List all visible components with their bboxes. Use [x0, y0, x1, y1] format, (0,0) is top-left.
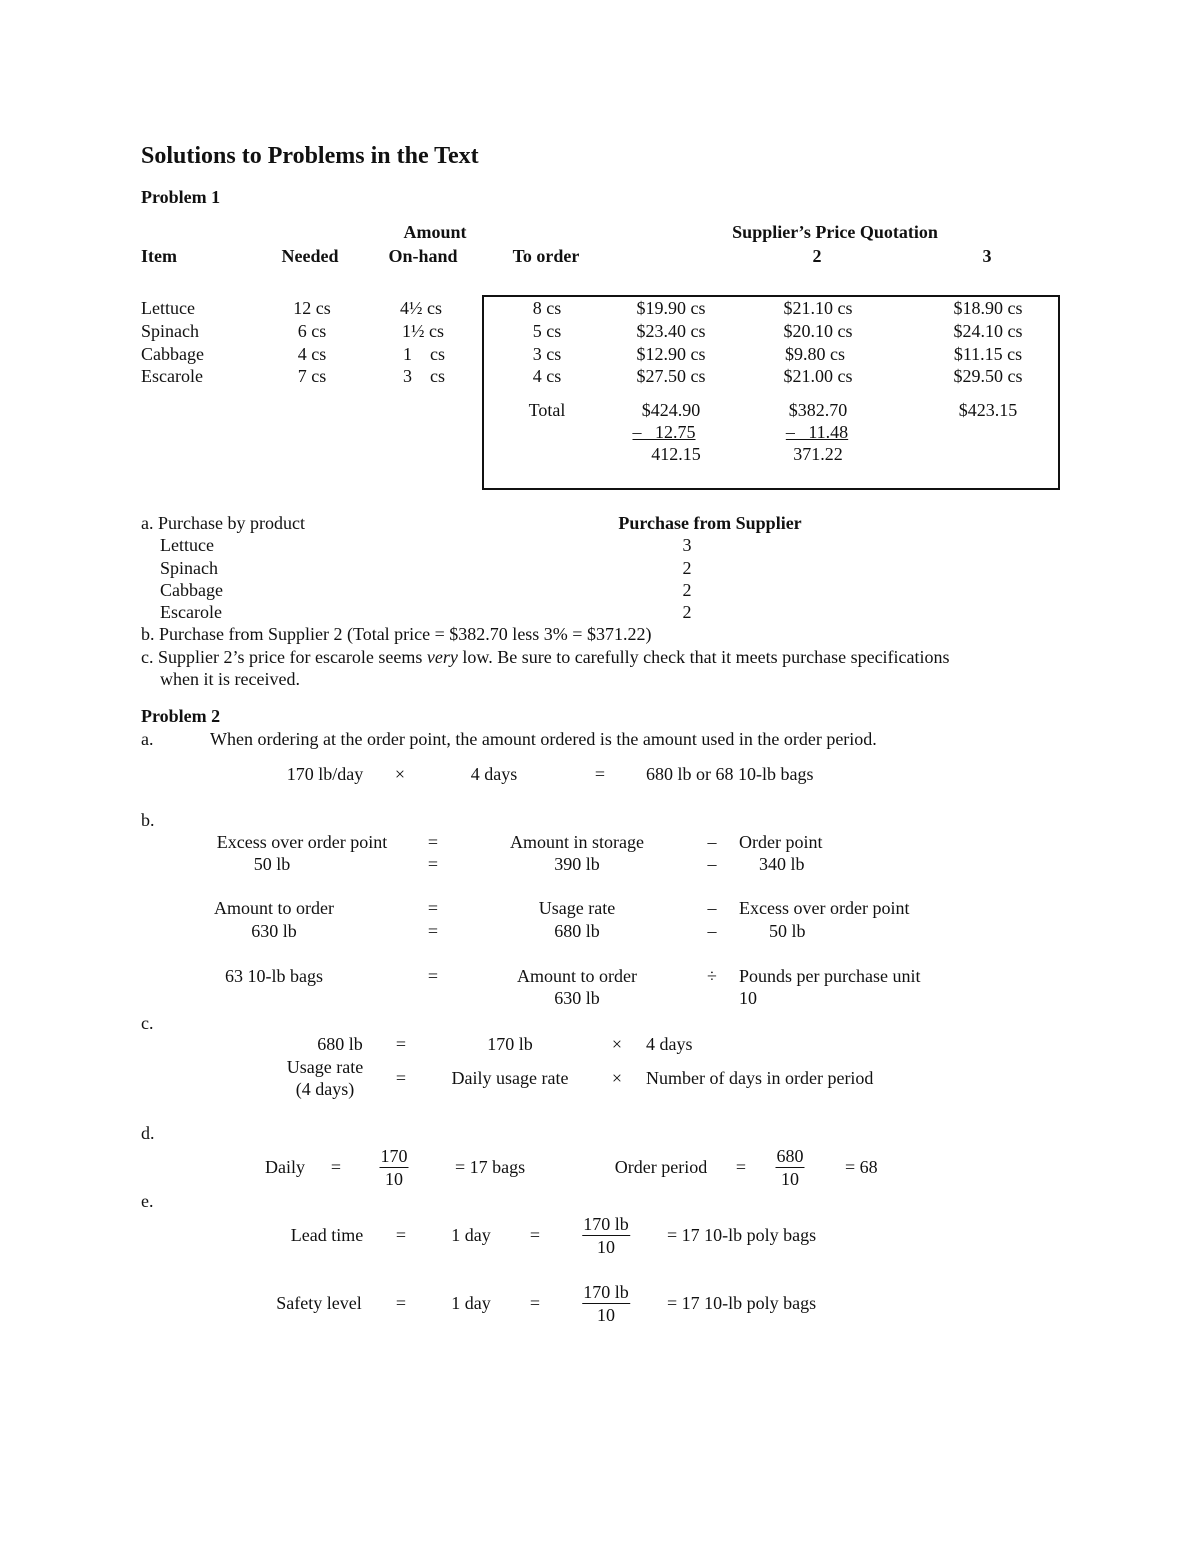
eq-operator: = — [330, 1157, 342, 1177]
eq-term: Usage rate — [538, 898, 616, 918]
row-supplier-1: $23.40 cs — [636, 321, 706, 341]
eq-term: = 17 bags — [455, 1157, 526, 1177]
net-supplier-2: 371.22 — [793, 444, 843, 464]
row-supplier-2: $21.10 cs — [783, 298, 853, 318]
row-supplier-2: $20.10 cs — [783, 321, 853, 341]
row-supplier-1: $27.50 cs — [636, 366, 706, 386]
eq-operator: = — [395, 1034, 407, 1054]
eq-term: = 68 — [845, 1157, 878, 1177]
row-supplier-1: $19.90 cs — [636, 298, 706, 318]
eq-term: Pounds per purchase unit — [739, 966, 921, 986]
row-onhand: 1½ cs — [402, 321, 444, 341]
row-needed: 7 cs — [297, 366, 327, 386]
eq-operator: = — [395, 1068, 407, 1088]
eq-term: 63 10-lb bags — [225, 966, 323, 986]
row-supplier-3: $29.50 cs — [953, 366, 1023, 386]
eq-term: Daily usage rate — [451, 1068, 569, 1088]
p2-b-label: b. — [141, 810, 155, 830]
eq-term: 630 lb — [554, 988, 600, 1008]
p2-e-label: e. — [141, 1191, 154, 1211]
eq-term: Number of days in order period — [646, 1068, 874, 1088]
header-amount: Amount — [403, 222, 467, 242]
eq-operator: = — [529, 1225, 541, 1245]
eq-term: 1 day — [451, 1225, 491, 1245]
eq-operator: ÷ — [707, 966, 717, 986]
total-supplier-1: $424.90 — [641, 400, 701, 420]
row-supplier-1: $12.90 cs — [636, 344, 706, 364]
eq-term: Safety level — [276, 1293, 362, 1313]
eq-operator: = — [529, 1293, 541, 1313]
eq-term: Daily — [265, 1157, 305, 1177]
purchase-from-supplier-header: Purchase from Supplier — [618, 513, 802, 533]
row-needed: 12 cs — [293, 298, 331, 318]
eq-operator: = — [427, 966, 439, 986]
row-supplier-2: $21.00 cs — [783, 366, 853, 386]
fraction: $\frac{170 lb}{10}$ — [583, 1214, 629, 1257]
discount-supplier-1: – 12.75 — [632, 422, 696, 442]
eq-operator: = — [427, 832, 439, 852]
eq-term: 1 day — [451, 1293, 491, 1313]
row-onhand: 3 cs — [403, 366, 445, 386]
part-b-text: b. Purchase from Supplier 2 (Total price = $382.70 less 3% = $371.22) — [141, 624, 652, 644]
eq-term: 680 lb or 68 10-lb bags — [646, 764, 814, 784]
row-toorder: 3 cs — [532, 344, 562, 364]
eq-term: Amount in storage — [510, 832, 644, 852]
eq-term: Lead time — [290, 1225, 364, 1245]
total-label: Total — [528, 400, 566, 420]
p2-d-label: d. — [141, 1123, 155, 1143]
purchase-item: Escarole — [160, 602, 222, 622]
eq-term: 50 lb — [253, 854, 291, 874]
eq-operator: × — [611, 1034, 623, 1054]
header-item: Item — [141, 246, 177, 266]
purchase-supplier: 3 — [682, 535, 692, 555]
purchase-supplier: 2 — [682, 580, 692, 600]
row-supplier-2: $9.80 cs — [785, 344, 845, 364]
row-toorder: 5 cs — [532, 321, 562, 341]
purchase-item: Cabbage — [160, 580, 223, 600]
eq-term: (4 days) — [295, 1079, 355, 1099]
eq-term: Order point — [739, 832, 823, 852]
header-supplier-2: 2 — [812, 246, 822, 266]
eq-term: = 17 10-lb poly bags — [667, 1225, 817, 1245]
eq-operator: × — [611, 1068, 623, 1088]
row-item: Spinach — [141, 321, 199, 341]
eq-term: Order period — [614, 1157, 708, 1177]
eq-operator: = — [427, 898, 439, 918]
eq-term: 390 lb — [554, 854, 600, 874]
p2-a-label: a. — [141, 729, 154, 749]
purchase-item: Spinach — [160, 558, 218, 578]
row-onhand: 4½ cs — [400, 298, 442, 318]
eq-operator: – — [707, 854, 717, 874]
part-c-line-1: c. Supplier 2’s price for escarole seems very low. Be sure to carefully check that it meets purchase specifications — [141, 647, 950, 667]
row-item: Escarole — [141, 366, 203, 386]
eq-operator: = — [594, 764, 606, 784]
problem-1-heading: Problem 1 — [141, 187, 221, 207]
eq-operator: = — [735, 1157, 747, 1177]
row-supplier-3: $24.10 cs — [953, 321, 1023, 341]
discount-supplier-2: – 11.48 — [785, 422, 849, 442]
eq-term: 630 lb — [251, 921, 297, 941]
eq-term: 4 days — [646, 1034, 693, 1054]
purchase-item: Lettuce — [160, 535, 214, 555]
eq-term: 10 — [739, 988, 757, 1008]
header-needed: Needed — [281, 246, 339, 266]
eq-term: Amount to order — [214, 898, 334, 918]
eq-term: = 17 10-lb poly bags — [667, 1293, 817, 1313]
row-needed: 6 cs — [297, 321, 327, 341]
header-toorder: To order — [512, 246, 580, 266]
row-toorder: 4 cs — [532, 366, 562, 386]
header-supplier-quotation: Supplier’s Price Quotation — [732, 222, 938, 242]
net-supplier-1: 412.15 — [651, 444, 701, 464]
row-item: Cabbage — [141, 344, 204, 364]
eq-term: 50 lb — [769, 921, 806, 941]
eq-term: 340 lb — [759, 854, 805, 874]
row-needed: 4 cs — [297, 344, 327, 364]
eq-term: Amount to order — [517, 966, 637, 986]
problem-2-heading: Problem 2 — [141, 706, 221, 726]
eq-term: Excess over order point — [739, 898, 910, 918]
eq-operator: = — [427, 921, 439, 941]
fraction: $\frac{680}{10}$ — [776, 1146, 804, 1189]
purchase-supplier: 2 — [682, 558, 692, 578]
page-title: Solutions to Problems in the Text — [141, 143, 479, 169]
eq-operator: – — [707, 921, 717, 941]
eq-term: Usage rate — [286, 1057, 364, 1077]
row-toorder: 8 cs — [532, 298, 562, 318]
total-supplier-2: $382.70 — [788, 400, 848, 420]
eq-operator: = — [395, 1293, 407, 1313]
p2-a-text: When ordering at the order point, the amount ordered is the amount used in the order period. — [210, 729, 877, 749]
total-supplier-3: $423.15 — [958, 400, 1018, 420]
eq-operator: × — [394, 764, 406, 784]
eq-operator: – — [707, 832, 717, 852]
eq-operator: = — [427, 854, 439, 874]
eq-term: 4 days — [470, 764, 518, 784]
eq-term: 680 lb — [317, 1034, 363, 1054]
part-c-line-2: when it is received. — [160, 669, 300, 689]
eq-term: 680 lb — [554, 921, 600, 941]
header-onhand: On-hand — [388, 246, 458, 266]
eq-operator: = — [395, 1225, 407, 1245]
row-onhand: 1 cs — [403, 344, 445, 364]
purchase-supplier: 2 — [682, 602, 692, 622]
eq-term: Excess over order point — [216, 832, 388, 852]
header-supplier-3: 3 — [982, 246, 992, 266]
eq-term: 170 lb/day — [286, 764, 364, 784]
row-supplier-3: $11.15 cs — [953, 344, 1023, 364]
p2-c-label: c. — [141, 1013, 154, 1033]
row-item: Lettuce — [141, 298, 195, 318]
row-supplier-3: $18.90 cs — [953, 298, 1023, 318]
fraction: $\frac{170 lb}{10}$ — [583, 1282, 629, 1325]
part-a-label: a. Purchase by product — [141, 513, 305, 533]
eq-operator: – — [707, 898, 717, 918]
fraction: $\frac{170}{10}$ — [380, 1146, 408, 1189]
eq-term: 170 lb — [487, 1034, 533, 1054]
